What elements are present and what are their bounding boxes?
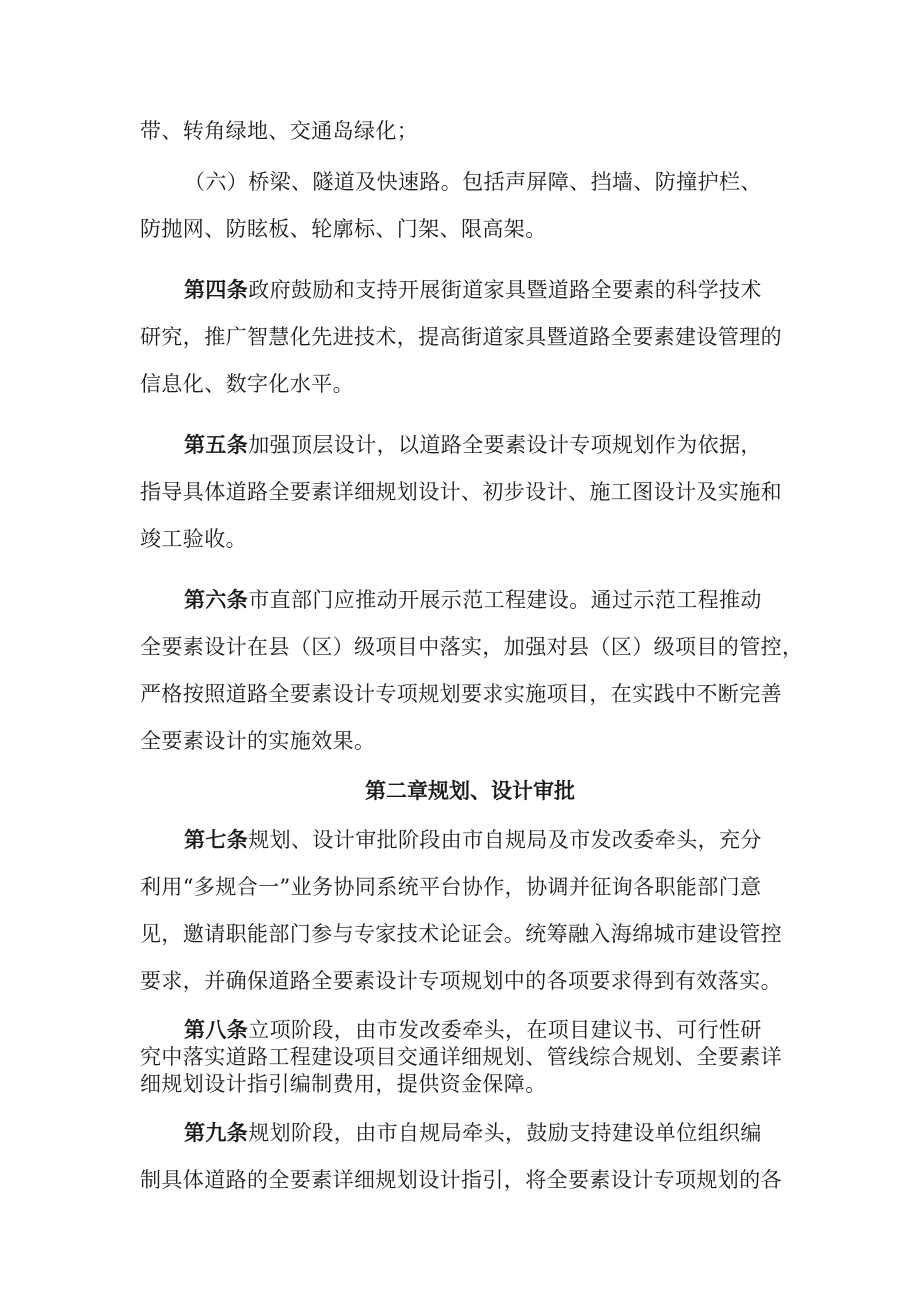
article-9 xyxy=(140,1110,800,1204)
paragraph-gap xyxy=(140,408,800,422)
article-text: 加强顶层设计，以道路全要素设计专项规划作为依据， xyxy=(248,433,762,457)
article-number: 第九条 xyxy=(184,1121,249,1145)
text-line: 防抛网、防眩板、轮廓标、门架、限高架。 xyxy=(140,217,547,241)
paragraph-gap xyxy=(140,1098,800,1110)
text-line: 严格按照道路全要素设计专项规划要求实施项目，在实践中不断完善 xyxy=(140,682,782,706)
paragraph-continuation xyxy=(140,108,800,155)
chapter-heading: 第二章规划、设计审批 xyxy=(365,779,575,803)
article-text: 政府鼓励和支持开展街道家具暨道路全要素的科学技术 xyxy=(248,278,762,302)
article-number: 第六条 xyxy=(184,588,249,612)
article-text: 规划阶段，由市自规局牵头，鼓励支持建设单位组织编 xyxy=(248,1121,762,1145)
paragraph-item-six xyxy=(140,159,800,253)
text-line: 细规划设计指引编制费用，提供资金保障。 xyxy=(140,1072,547,1096)
article-number: 第七条 xyxy=(184,828,249,852)
text-line: 全要素设计在县（区）级项目中落实，加强对县（区）级项目的管控， xyxy=(140,635,804,659)
article-4 xyxy=(140,267,800,408)
article-number: 第四条 xyxy=(184,278,249,302)
article-text: 规划、设计审批阶段由市自规局及市发改委牵头，充分 xyxy=(248,828,762,852)
text-line xyxy=(140,577,800,624)
paragraph-gap xyxy=(140,563,800,577)
article-5 xyxy=(140,422,800,563)
article-number: 第五条 xyxy=(184,433,249,457)
text-line: 全要素设计的实施效果。 xyxy=(140,729,376,753)
paragraph-gap xyxy=(140,1005,800,1017)
text-line xyxy=(140,422,800,469)
text-line: 竣工验收。 xyxy=(140,527,247,551)
text-line xyxy=(140,267,800,314)
text-line xyxy=(140,817,800,864)
paragraph-gap xyxy=(140,253,800,267)
text-line: 见，邀请职能部门参与专家技术论证会。统筹融入海绵城市建设管控 xyxy=(140,922,782,946)
article-7 xyxy=(140,817,800,1005)
text-line: 研究，推广智慧化先进技术，提高街道家具暨道路全要素建设管理的 xyxy=(140,325,782,349)
text-line: 带、转角绿地、交通岛绿化； xyxy=(140,119,419,143)
article-6 xyxy=(140,577,804,765)
text-line: 指导具体道路全要素详细规划设计、初步设计、施工图设计及实施和 xyxy=(140,480,782,504)
article-text: 市直部门应推动开展示范工程建设。通过示范工程推动 xyxy=(248,588,762,612)
document-page xyxy=(140,108,804,1204)
article-8 xyxy=(140,1017,800,1098)
text-line: 要求，并确保道路全要素设计专项规划中的各项要求得到有效落实。 xyxy=(140,969,782,993)
text-line: 利用“多规合一”业务协同系统平台协作，协调并征询各职能部门意 xyxy=(140,875,762,899)
article-number: 第八条 xyxy=(184,1018,249,1042)
text-line: 制具体道路的全要素详细规划设计指引，将全要素设计专项规划的各 xyxy=(140,1168,782,1192)
text-line xyxy=(140,1110,800,1157)
text-line: （六）桥梁、隧道及快速路。包括声屏障、挡墙、防撞护栏、 xyxy=(184,170,762,194)
text-line: 究中落实道路工程建设项目交通详细规划、管线综合规划、全要素详 xyxy=(140,1045,782,1069)
text-line: 信息化、数字化水平。 xyxy=(140,372,354,396)
text-line xyxy=(140,1017,800,1044)
article-text: 立项阶段，由市发改委牵头，在项目建议书、可行性研 xyxy=(248,1018,762,1042)
